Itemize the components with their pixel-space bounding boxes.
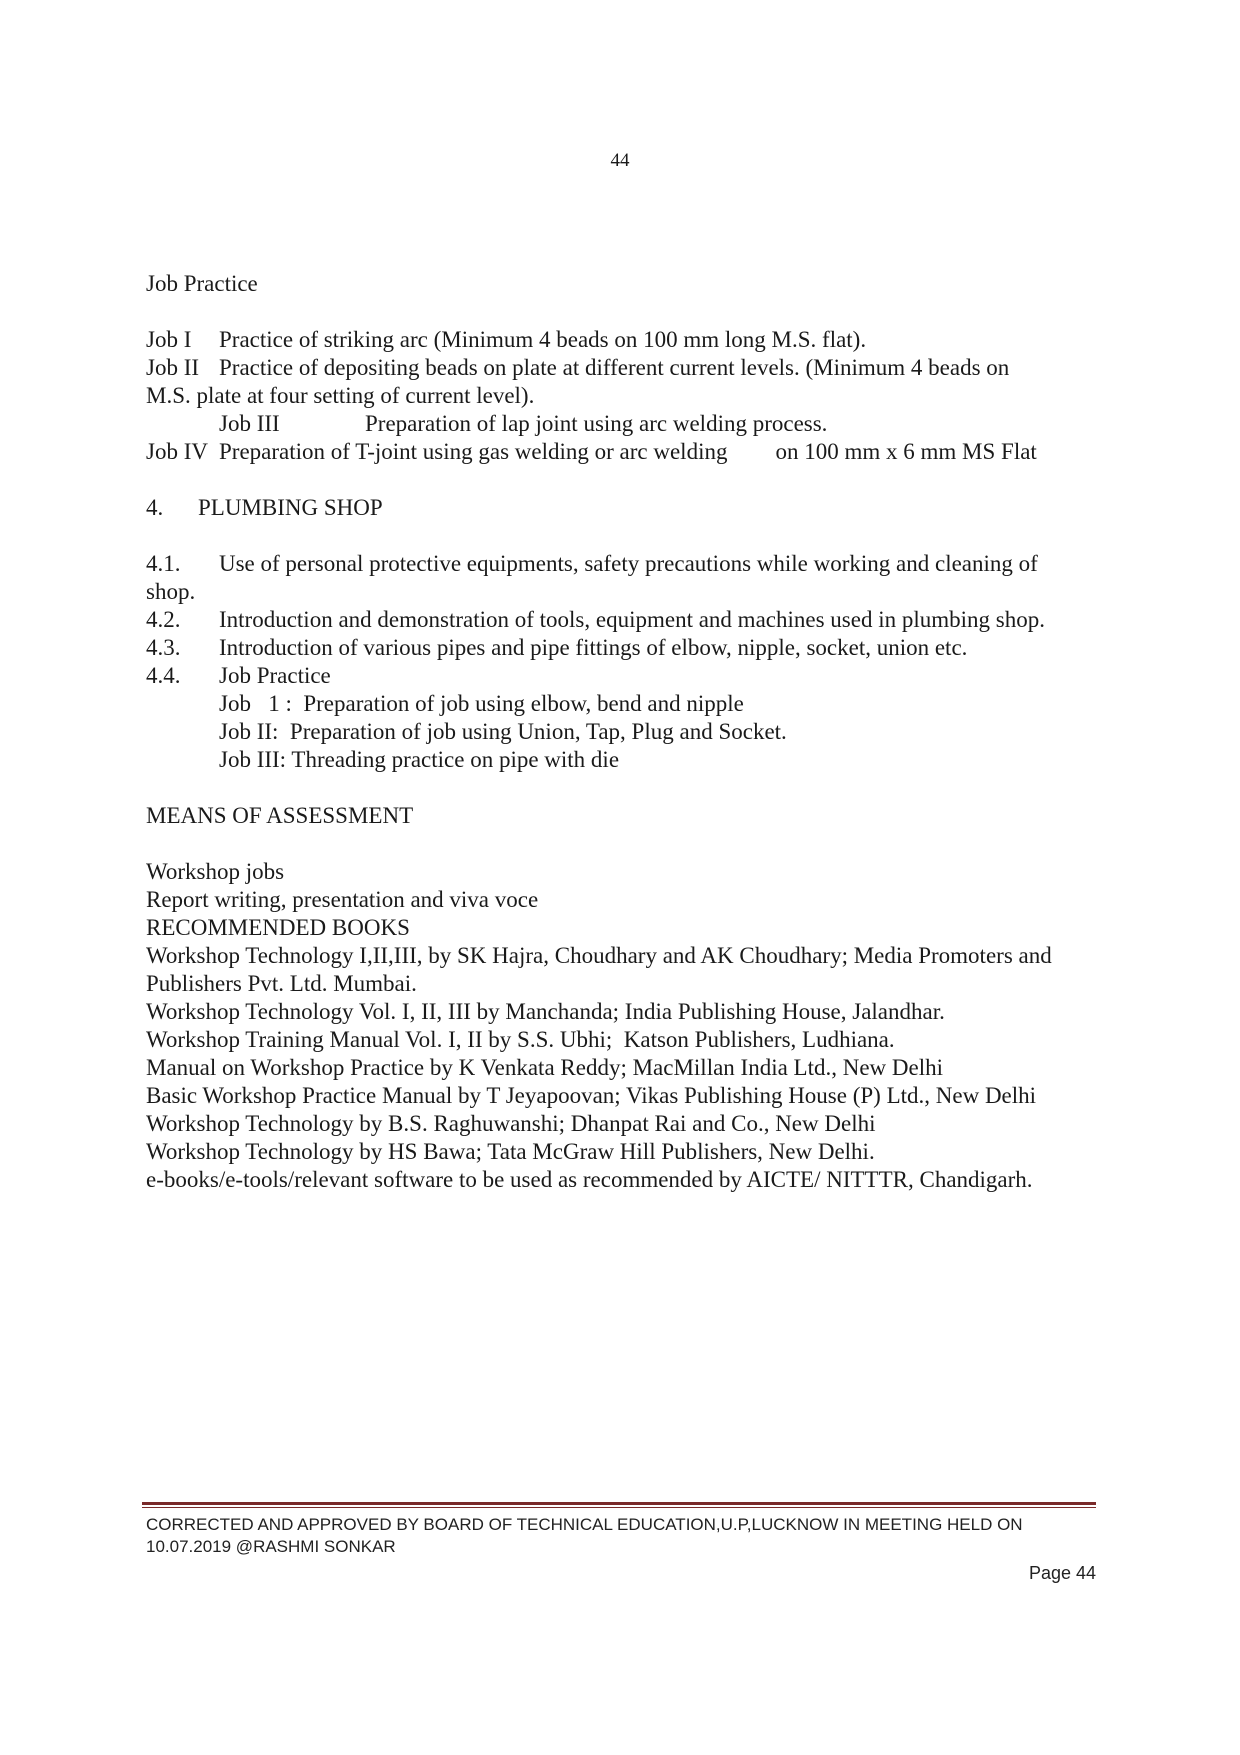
numbered-item (146, 550, 1096, 578)
book-item: Workshop Technology by B.S. Raghuwanshi; Dhanpat Rai and Co., New Delhi (146, 1111, 876, 1136)
book-item: Manual on Workshop Practice by K Venkata Reddy; MacMillan India Ltd., New Delhi (146, 1055, 944, 1080)
assessment-heading: MEANS OF ASSESSMENT (146, 803, 414, 828)
footer-line: CORRECTED AND APPROVED BY BOARD OF TECHNICAL EDUCATION,U.P,LUCKNOW IN MEETING HELD ON (146, 1515, 1023, 1534)
job-label: Job III (219, 411, 280, 436)
footer-page-label: Page 44 (1028, 1563, 1096, 1583)
page-body (146, 270, 1096, 1194)
numbered-item (146, 634, 1096, 662)
page-number: 44 (610, 150, 630, 171)
item-text: Job Practice (219, 663, 331, 688)
book-item: Basic Workshop Practice Manual by T Jeyapoovan; Vikas Publishing House (P) Ltd., New Delhi (146, 1083, 1037, 1108)
job-text: Preparation of T-joint using gas welding or arc welding (219, 439, 728, 464)
book-item: Workshop Technology by HS Bawa; Tata McGraw Hill Publishers, New Delhi. (146, 1139, 875, 1164)
numbered-item (146, 662, 1096, 690)
job-text: Practice of depositing beads on plate at different current levels. (Minimum 4 beads on (219, 355, 1010, 380)
job-continuation: M.S. plate at four setting of current level). (146, 383, 535, 408)
item-text: Use of personal protective equipments, safety precautions while working and cleaning of (219, 551, 1038, 576)
footer-line: 10.07.2019 @RASHMI SONKAR (146, 1537, 396, 1556)
book-item: Workshop Technology Vol. I, II, III by Manchanda; India Publishing House, Jalandhar. (146, 999, 945, 1024)
assessment-item: Report writing, presentation and viva voce (146, 887, 539, 912)
item-number: 4.3. (146, 635, 181, 660)
item-continuation: shop. (146, 579, 196, 604)
section-heading (146, 494, 1096, 522)
books-heading: RECOMMENDED BOOKS (146, 915, 410, 940)
book-item: e-books/e-tools/relevant software to be used as recommended by AICTE/ NITTTR, Chandigarh. (146, 1167, 1033, 1192)
footer-rule (142, 1502, 1096, 1508)
job-label: Job IV (146, 439, 208, 464)
plumbing-job: Job III: Threading practice on pipe with die (219, 747, 620, 772)
section-number: 4. (146, 495, 164, 520)
book-item: Workshop Technology I,II,III, by SK Hajra, Choudhary and AK Choudhary; Media Promoters and Publishers Pvt. Ltd. Mumbai. (146, 943, 1052, 996)
job-text-tail: on 100 mm x 6 mm MS Flat (775, 439, 1037, 464)
job-item (146, 410, 1096, 438)
job-text: Preparation of lap joint using arc welding process. (365, 411, 828, 436)
job-item (146, 438, 1096, 466)
book-item: Workshop Training Manual Vol. I, II by S.S. Ubhi; Katson Publishers, Ludhiana. (146, 1027, 895, 1052)
plumbing-job: Job II: Preparation of job using Union, Tap, Plug and Socket. (219, 719, 787, 744)
job-practice-title: Job Practice (146, 271, 258, 296)
job-item (146, 326, 1096, 354)
job-item (146, 354, 1096, 382)
job-text: Practice of striking arc (Minimum 4 beads on 100 mm long M.S. flat). (219, 327, 867, 352)
item-text: Introduction and demonstration of tools, equipment and machines used in plumbing shop. (219, 607, 1045, 632)
job-label: Job I (146, 327, 192, 352)
job-label: Job II (146, 355, 200, 380)
item-text: Introduction of various pipes and pipe fittings of elbow, nipple, socket, union etc. (219, 635, 968, 660)
assessment-item: Workshop jobs (146, 859, 285, 884)
numbered-item (146, 606, 1096, 634)
footer-text (146, 1514, 1096, 1558)
section-title: PLUMBING SHOP (198, 495, 383, 520)
item-number: 4.2. (146, 607, 181, 632)
item-number: 4.4. (146, 663, 181, 688)
plumbing-job: Job 1 : Preparation of job using elbow, bend and nipple (219, 691, 744, 716)
item-number: 4.1. (146, 551, 181, 576)
